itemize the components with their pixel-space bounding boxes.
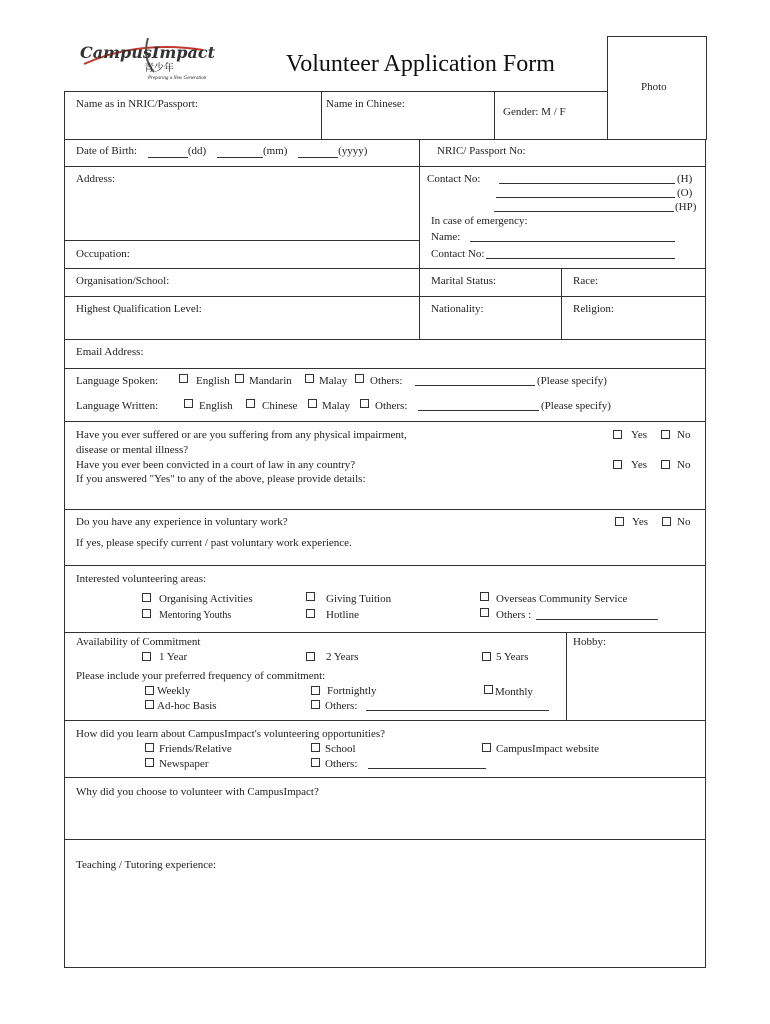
written-others-label: Others: — [375, 400, 408, 412]
spoken-malay-label: Malay — [319, 375, 348, 387]
written-specify-label: (Please specify) — [541, 400, 611, 412]
rule — [64, 565, 706, 566]
area-mentoring-checkbox[interactable] — [142, 609, 151, 618]
contact-o-label: (O) — [677, 187, 693, 199]
rule — [64, 777, 706, 778]
rule — [419, 139, 420, 339]
written-others-checkbox[interactable] — [360, 399, 369, 408]
spoken-english-checkbox[interactable] — [179, 374, 188, 383]
teaching-experience-field[interactable]: Teaching / Tutoring experience: — [76, 859, 217, 871]
source-friends-checkbox[interactable] — [145, 743, 154, 752]
source-question: How did you learn about CampusImpact's volunteering opportunities? — [76, 728, 386, 740]
written-chinese-checkbox[interactable] — [246, 399, 255, 408]
health-q2-yes-checkbox[interactable] — [613, 460, 622, 469]
experience-yes-label: Yes — [632, 516, 649, 528]
frequency-adhoc-label: Ad-hoc Basis — [157, 700, 217, 712]
area-overseas-label: Overseas Community Service — [496, 593, 628, 605]
name-chinese-field[interactable]: Name in Chinese: — [326, 98, 405, 110]
frequency-monthly-checkbox[interactable] — [484, 685, 493, 694]
frequency-others-input[interactable] — [366, 700, 549, 711]
contact-h-input[interactable] — [499, 173, 675, 184]
why-volunteer-field[interactable]: Why did you choose to volunteer with CampusImpact? — [76, 786, 319, 798]
written-malay-label: Malay — [322, 400, 351, 412]
nric-no-field[interactable]: NRIC/ Passport No: — [437, 145, 526, 157]
logo-chinese: 青少年 — [144, 63, 174, 74]
availability-1-year-checkbox[interactable] — [142, 652, 151, 661]
availability-2-years-checkbox[interactable] — [306, 652, 315, 661]
rule — [64, 839, 706, 840]
availability-2-years-label: 2 Years — [326, 651, 359, 663]
health-q2-no-checkbox[interactable] — [661, 460, 670, 469]
contact-o-input[interactable] — [496, 187, 675, 198]
race-field[interactable]: Race: — [573, 275, 599, 287]
gender-field[interactable]: Gender: M / F — [503, 106, 566, 118]
area-overseas-checkbox[interactable] — [480, 592, 489, 601]
health-details-field[interactable]: If you answered "Yes" to any of the above, please provide details: — [76, 473, 366, 485]
availability-5-years-checkbox[interactable] — [482, 652, 491, 661]
rule — [64, 166, 706, 167]
written-english-label: English — [199, 400, 233, 412]
source-website-label: CampusImpact website — [496, 743, 599, 755]
rule — [64, 632, 706, 633]
rule — [64, 91, 607, 92]
spoken-others-input[interactable] — [415, 375, 535, 386]
area-tuition-label: Giving Tuition — [326, 593, 392, 605]
experience-yes-checkbox[interactable] — [615, 517, 624, 526]
health-question-1-cont: disease or mental illness? — [76, 444, 189, 456]
rule — [64, 967, 706, 968]
spoken-english-label: English — [196, 375, 230, 387]
page-title: Volunteer Application Form — [286, 51, 555, 77]
area-hotline-label: Hotline — [326, 609, 359, 621]
emergency-contact-label: Contact No: — [431, 248, 485, 260]
logo-text: CampusImpact — [80, 43, 215, 62]
rule — [64, 720, 706, 721]
religion-field[interactable]: Religion: — [573, 303, 614, 315]
rule — [494, 91, 495, 139]
dob-dd: (dd) — [187, 145, 207, 157]
health-q1-yes-checkbox[interactable] — [613, 430, 622, 439]
source-others-checkbox[interactable] — [311, 758, 320, 767]
health-q1-no-checkbox[interactable] — [661, 430, 670, 439]
dob-label: Date of Birth: — [76, 145, 138, 157]
source-others-input[interactable] — [368, 758, 486, 769]
rule — [64, 296, 706, 297]
spoken-mandarin-checkbox[interactable] — [235, 374, 244, 383]
email-field[interactable]: Email Address: — [76, 346, 144, 358]
spoken-others-label: Others: — [370, 375, 403, 387]
rule — [566, 632, 567, 720]
area-others-input[interactable] — [536, 609, 658, 620]
frequency-adhoc-checkbox[interactable] — [145, 700, 154, 709]
frequency-weekly-label: Weekly — [157, 685, 191, 697]
area-mentoring-label: Mentoring Youths — [159, 610, 232, 621]
border-right — [705, 139, 706, 967]
source-friends-label: Friends/Relative — [159, 743, 232, 755]
rule — [64, 509, 706, 510]
rule — [64, 339, 706, 340]
source-others-label: Others: — [325, 758, 358, 770]
address-field[interactable]: Address: — [76, 173, 116, 185]
contact-hp-label: (HP) — [675, 201, 697, 213]
rule — [64, 421, 706, 422]
dob-field[interactable] — [76, 145, 367, 158]
rule — [64, 139, 706, 140]
area-others-checkbox[interactable] — [480, 608, 489, 617]
contact-hp-input[interactable] — [494, 201, 674, 212]
dob-mm: (mm) — [262, 145, 288, 157]
health-q1-yes-label: Yes — [631, 429, 648, 441]
emergency-name-input[interactable] — [470, 231, 675, 242]
spoken-specify-label: (Please specify) — [537, 375, 607, 387]
language-written-label: Language Written: — [76, 400, 159, 412]
health-q2-no-label: No — [677, 459, 691, 471]
frequency-monthly-label: Monthly — [495, 686, 533, 698]
rule — [64, 240, 419, 241]
nationality-field[interactable]: Nationality: — [431, 303, 484, 315]
written-chinese-label: Chinese — [262, 400, 298, 412]
experience-no-label: No — [677, 516, 691, 528]
organisation-field[interactable]: Organisation/School: — [76, 275, 170, 287]
contact-no-label: Contact No: — [427, 173, 481, 185]
area-tuition-checkbox[interactable] — [306, 592, 315, 601]
rule — [64, 268, 706, 269]
availability-1-year-label: 1 Year — [159, 651, 188, 663]
source-school-label: School — [325, 743, 356, 755]
frequency-fortnightly-checkbox[interactable] — [311, 686, 320, 695]
occupation-field[interactable]: Occupation: — [76, 248, 130, 260]
area-hotline-checkbox[interactable] — [306, 609, 315, 618]
health-q2-yes-label: Yes — [631, 459, 648, 471]
logo — [78, 34, 228, 84]
frequency-weekly-checkbox[interactable] — [145, 686, 154, 695]
availability-5-years-label: 5 Years — [496, 651, 529, 663]
rule — [321, 91, 322, 139]
frequency-others-label: Others: — [325, 700, 358, 712]
border-left — [64, 91, 65, 967]
written-english-checkbox[interactable] — [184, 399, 193, 408]
qualification-field[interactable]: Highest Qualification Level: — [76, 303, 202, 315]
areas-label: Interested volunteering areas: — [76, 573, 207, 585]
dob-yyyy: (yyyy) — [338, 145, 368, 157]
area-others-label: Others : — [496, 609, 532, 621]
source-school-checkbox[interactable] — [311, 743, 320, 752]
experience-details-field[interactable]: If yes, please specify current / past voluntary work experience. — [76, 537, 352, 549]
rule — [64, 368, 706, 369]
emergency-label: In case of emergency: — [431, 215, 528, 227]
marital-field[interactable]: Marital Status: — [431, 275, 497, 287]
source-newspaper-checkbox[interactable] — [145, 758, 154, 767]
health-q1-no-label: No — [677, 429, 691, 441]
spoken-mandarin-label: Mandarin — [249, 375, 292, 387]
contact-h-label: (H) — [677, 173, 693, 185]
hobby-field[interactable]: Hobby: — [573, 636, 606, 648]
experience-question: Do you have any experience in voluntary work? — [76, 516, 288, 528]
name-nric-field[interactable]: Name as in NRIC/Passport: — [76, 98, 198, 110]
frequency-fortnightly-label: Fortnightly — [327, 685, 377, 697]
emergency-name-label: Name: — [431, 231, 461, 243]
source-newspaper-label: Newspaper — [159, 758, 209, 770]
logo-tagline: Preparing a New Generation — [148, 76, 207, 81]
health-question-1: Have you ever suffered or are you suffering from any physical impairment, — [76, 429, 407, 441]
area-organising-label: Organising Activities — [159, 593, 253, 605]
written-others-input[interactable] — [418, 400, 539, 411]
emergency-contact-input[interactable] — [486, 248, 675, 259]
written-malay-checkbox[interactable] — [308, 399, 317, 408]
availability-label: Availability of Commitment — [76, 636, 201, 648]
area-organising-checkbox[interactable] — [142, 593, 151, 602]
health-question-2: Have you ever been convicted in a court of law in any country? — [76, 459, 356, 471]
language-spoken-label: Language Spoken: — [76, 375, 159, 387]
frequency-label: Please include your preferred frequency of commitment: — [76, 670, 326, 682]
rule — [561, 268, 562, 339]
photo-label: Photo — [641, 81, 667, 93]
spoken-others-checkbox[interactable] — [355, 374, 364, 383]
frequency-others-checkbox[interactable] — [311, 700, 320, 709]
spoken-malay-checkbox[interactable] — [305, 374, 314, 383]
experience-no-checkbox[interactable] — [662, 517, 671, 526]
source-website-checkbox[interactable] — [482, 743, 491, 752]
